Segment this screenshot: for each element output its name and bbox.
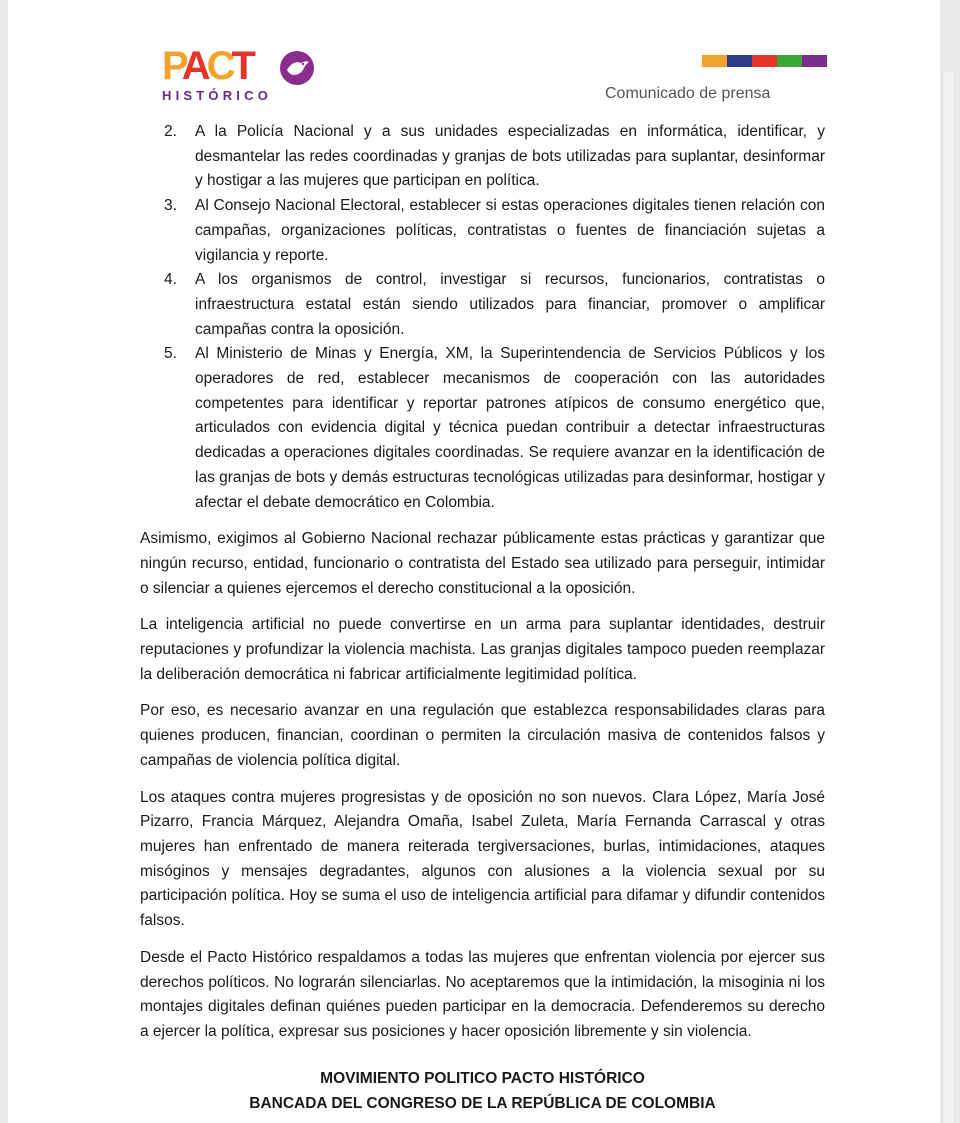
color-swatch-orange bbox=[702, 55, 727, 67]
list-text: A la Policía Nacional y a sus unidades especializadas en informática, identificar, y desmantelar las redes coordinadas y granjas de bots utilizadas para suplantar, desinformar y hostigar a las mujeres que participan en política. bbox=[195, 123, 825, 190]
list-item bbox=[140, 194, 825, 268]
list-text: Al Ministerio de Minas y Energía, XM, la Superintendencia de Servicios Públicos y los operadores de red, establecer mecanismos de cooperación con las autoridades competentes para identificar y reportar patrones atípicos de consumo energético que, articulados con evidencia digital y técnica puedan contribuir a detectar infraestructuras dedicadas a operaciones digitales coordinadas. Se requiere avanzar en la identificación de las granjas de bots y demás estructuras tecnológicas utilizadas para desinformar, hostigar y afectar el debate democrático en Colombia. bbox=[195, 345, 825, 511]
logo-wordmark: PACTO bbox=[162, 44, 279, 88]
dove-icon bbox=[279, 50, 315, 86]
demands-list bbox=[140, 120, 825, 515]
paragraph: Por eso, es necesario avanzar en una regulación que establezca responsabilidades claras para quienes producen, financian, coordinan o permiten la circulación masiva de contenidos falsos y campañas de violencia política digital. bbox=[140, 702, 825, 769]
color-swatch-purple bbox=[802, 55, 827, 67]
paragraph: Los ataques contra mujeres progresistas y de oposición no son nuevos. Clara López, María José Pizarro, Francia Márquez, Alejandra Omaña, Isabel Zuleta, María Fernanda Carrascal y otras mujeres han enfrentado de manera reiterada tergiversaciones, burlas, intimidaciones, ataques misóginos y mensajes degradantes, algunos con alusiones a la violencia sexual por su participación política. Hoy se suma el uso de inteligencia artificial para difamar y difundir contenidos falsos. bbox=[140, 788, 825, 930]
list-number: 4. bbox=[164, 271, 177, 289]
paragraph: Desde el Pacto Histórico respaldamos a todas las mujeres que enfrentan violencia por ejercer sus derechos políticos. No lograrán silenciarlas. No aceptaremos que la intimidación, la misoginia ni los montajes digitales definan quiénes pueden participar en la democracia. Defenderemos su derecho a ejercer la política, expresar sus posiciones y hacer oposición libremente y sin violencia. bbox=[140, 948, 825, 1040]
signature-line-movement: MOVIMIENTO POLITICO PACTO HISTÓRICO bbox=[320, 1069, 645, 1087]
list-item bbox=[140, 268, 825, 342]
list-item bbox=[140, 342, 825, 515]
list-number: 3. bbox=[164, 197, 177, 215]
list-item bbox=[140, 120, 825, 194]
list-text: A los organismos de control, investigar si recursos, funcionarios, contratistas o infraestructura estatal están siendo utilizados para financiar, promover o amplificar campañas contra la oposición. bbox=[195, 271, 825, 338]
signature-line-congress: BANCADA DEL CONGRESO DE LA REPÚBLICA DE COLOMBIA bbox=[249, 1094, 716, 1112]
press-release-label: Comunicado de prensa bbox=[605, 85, 771, 102]
list-number: 5. bbox=[164, 345, 177, 363]
scrollbar[interactable] bbox=[942, 72, 953, 1123]
color-swatch-red bbox=[752, 55, 777, 67]
brand-color-bar bbox=[702, 55, 827, 67]
list-number: 2. bbox=[164, 123, 177, 140]
list-text: Al Consejo Nacional Electoral, establecer si estas operaciones digitales tienen relación con campañas, organizaciones políticas, contratistas o fuentes de financiación sujetas a vigilancia y reporte. bbox=[195, 197, 825, 264]
color-swatch-green bbox=[777, 55, 802, 67]
paragraph: La inteligencia artificial no puede convertirse en un arma para suplantar identidades, destruir reputaciones y profundizar la violencia machista. Las granjas digitales tampoco pueden reemplazar la deliberación democrática ni fabricar artificialmente legitimidad política. bbox=[140, 616, 825, 683]
document-body bbox=[140, 120, 825, 1116]
color-swatch-blue bbox=[727, 55, 752, 67]
logo-subtitle: HISTÓRICO bbox=[162, 88, 273, 103]
signature-block bbox=[140, 1066, 825, 1116]
paragraph: Asimismo, exigimos al Gobierno Nacional rechazar públicamente estas prácticas y garantizar que ningún recurso, entidad, funcionario o contratista del Estado sea utilizado para perseguir, intimidar o silenciar a quienes ejercemos el derecho constitucional a la oposición. bbox=[140, 530, 825, 597]
pacto-historico-logo bbox=[162, 44, 322, 106]
